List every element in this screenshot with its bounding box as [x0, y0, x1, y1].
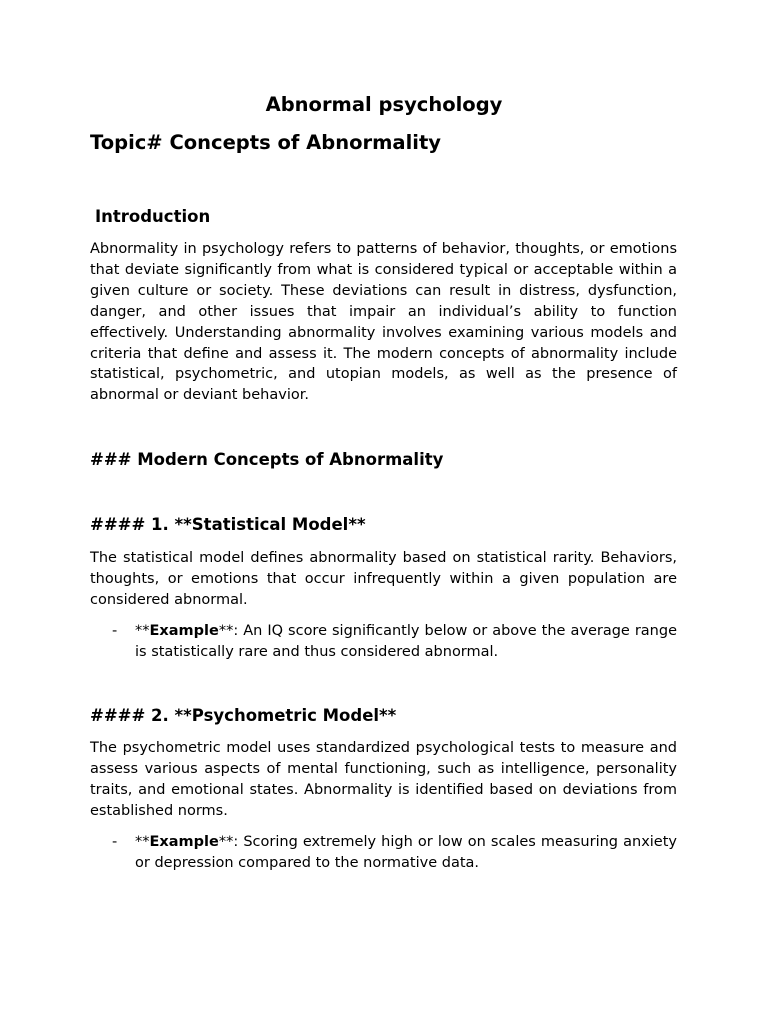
statistical-model-paragraph: The statistical model defines abnormality based on statistical rarity. Behaviors, thoughts, or emotions that occur infrequently within a given population are considered abnormal.: [90, 550, 677, 608]
psychometric-model-example: [90, 832, 677, 874]
introduction-paragraph: Abnormality in psychology refers to patterns of behavior, thoughts, or emotions that deviate significantly from what is considered typical or acceptable within a given culture or society. These deviations can result in distress, dysfunction, danger, and other issues that impair an individual’s ability to function effectively. Understanding abnormality involves examining various models and criteria that define and assess it. The modern concepts of abnormality include statistical, psychometric, and utopian models, as well as the presence of abnormal or deviant behavior.: [90, 241, 677, 404]
example-text: **Example**: Scoring extremely high or low on scales measuring anxiety or depression compared to the normative data.: [135, 834, 677, 871]
document-title: Abnormal psychology: [265, 93, 503, 116]
example-label: Example: [149, 623, 219, 639]
psychometric-model-paragraph: The psychometric model uses standardized psychological tests to measure and assess various aspects of mental functioning, such as intelligence, personality traits, and emotional states. Abnormality is identified based on deviations from established norms.: [90, 740, 677, 819]
bullet-dash: -: [112, 623, 118, 639]
example-label: Example: [149, 834, 219, 850]
modern-concepts-heading: ### Modern Concepts of Abnormality: [90, 450, 444, 469]
psychometric-model-heading: #### 2. **Psychometric Model**: [90, 706, 397, 725]
example-text: **Example**: An IQ score significantly below or above the average range is statistically rare and thus considered abnormal.: [135, 623, 677, 660]
bullet-dash: -: [112, 834, 118, 850]
topic-heading: Topic# Concepts of Abnormality: [90, 131, 441, 154]
statistical-model-example: [90, 621, 677, 663]
statistical-model-heading: #### 1. **Statistical Model**: [90, 515, 366, 534]
introduction-heading: Introduction: [95, 207, 211, 226]
